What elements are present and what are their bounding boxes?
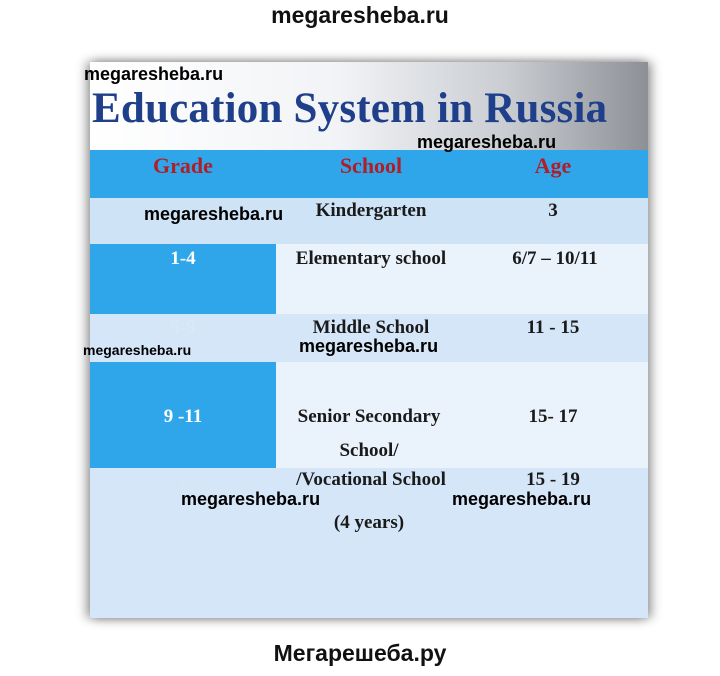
- row4-school-line1: Senior Secondary: [297, 406, 441, 427]
- slide-title: Education System in Russia: [92, 85, 608, 132]
- row4-age: 15- 17: [528, 406, 578, 427]
- row5-grade: -: [179, 471, 187, 492]
- watermark-overlay: megaresheba.ru: [417, 132, 557, 152]
- header-school: School: [339, 153, 403, 178]
- watermark-overlay: megaresheba.ru: [84, 64, 224, 84]
- row5-school-line1: /Vocational School: [296, 469, 446, 490]
- row5-school-line2: (4 years): [333, 512, 405, 533]
- row4-grade: 9 -11: [163, 406, 203, 427]
- header-grade: Grade: [153, 153, 213, 178]
- watermark-overlay: megaresheba.ru: [299, 336, 439, 356]
- row3-grade: 5-9: [170, 317, 196, 338]
- row3-school: Middle School: [312, 317, 430, 338]
- row4-school-line2: School/: [339, 440, 399, 461]
- watermark-bottom: Мегарешеба.ру: [273, 640, 447, 666]
- watermark-overlay: megaresheba.ru: [181, 489, 321, 509]
- watermark-overlay: megaresheba.ru: [452, 489, 592, 509]
- row2-school: Elementary school: [295, 248, 447, 269]
- header-age: Age: [534, 153, 572, 178]
- watermark-overlay: megaresheba.ru: [144, 204, 284, 224]
- watermark-top: megaresheba.ru: [271, 2, 449, 28]
- row2-grade: 1-4: [170, 248, 196, 269]
- row2-age: 6/7 – 10/11: [512, 248, 598, 269]
- row3-age: 11 - 15: [526, 317, 580, 338]
- row1-age: 3: [548, 200, 558, 221]
- watermark-overlay: megaresheba.ru: [83, 342, 192, 358]
- row5-age: 15 - 19: [526, 469, 580, 490]
- row1-school: Kindergarten: [315, 200, 427, 221]
